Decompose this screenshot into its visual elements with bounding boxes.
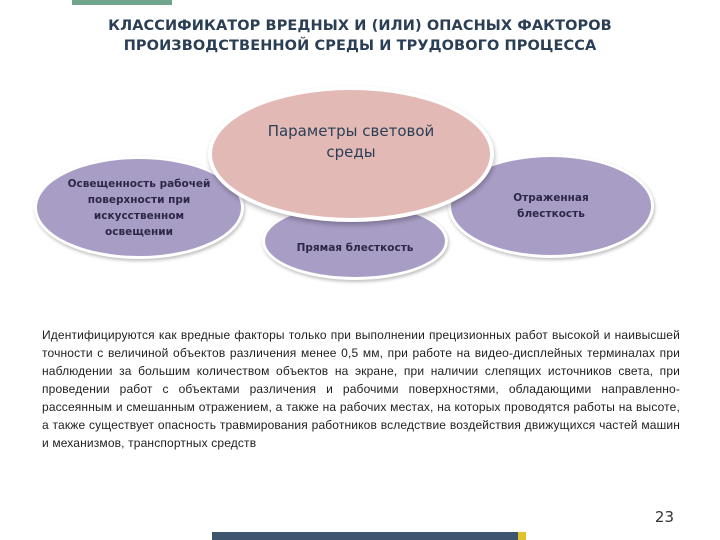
bottom-accent [518, 532, 526, 540]
slide-title [40, 16, 680, 56]
top-accent-bar [72, 0, 172, 5]
ellipse-direct-glare-label: Прямая блесткость [296, 242, 414, 254]
page-number: 23 [654, 508, 674, 526]
description-paragraph: Идентифицируются как вредные факторы только при выполнении прецизионных работ высокой и наивысшей точности с величиной объектов различения менее 0,5 мм, при работе на видео-дисплейных терминалах при наблюдении за большим количеством объектов на экране, при наличии слепящих источников света, при проведении работ с объектами различения и рабочими поверхностями, обладающими направленно-рассеянным и смешанным отражением, а также на рабочих местах, на которых проводятся работы на высоте, а также существует опасность травмирования работников вследствие воздействия движущихся частей машин и механизмов, транспортных средств [42, 328, 680, 450]
title-line-2: ПРОИЗВОДСТВЕННОЙ СРЕДЫ И ТРУДОВОГО ПРОЦЕССА [123, 38, 597, 54]
ellipse-reflected-glare-label: Отраженная блесткость [513, 192, 589, 220]
bottom-bar [212, 532, 518, 540]
title-line-1: КЛАССИФИКАТОР ВРЕДНЫХ И (ИЛИ) ОПАСНЫХ ФАКТОРОВ [108, 18, 612, 34]
ellipse-illumination-label: Освещенность рабочей поверхности при искусственном освещении [67, 177, 211, 238]
ellipse-light-environment [208, 86, 494, 222]
ellipse-light-environment-label: Параметры световой среды [267, 122, 435, 161]
